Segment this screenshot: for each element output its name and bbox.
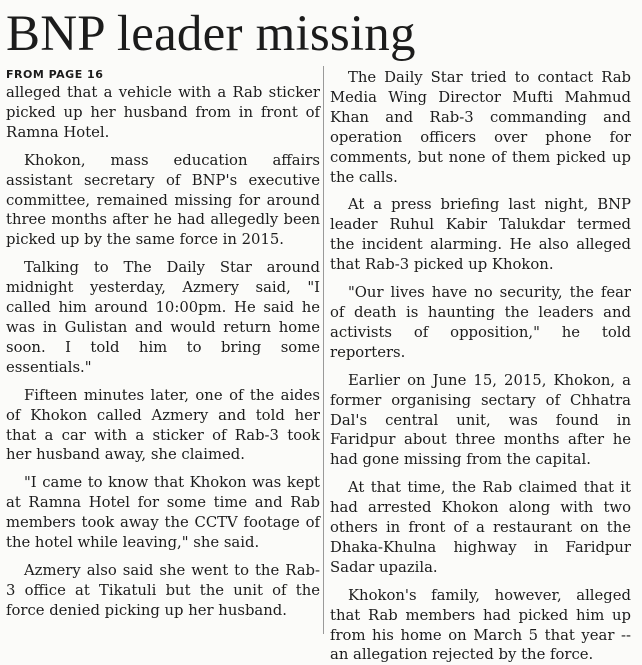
article-column-left [6, 68, 320, 636]
paragraph: Talking to The Daily Star around midnight yesterday, Azmery said, "I called him around 10:00pm. He said he was in Gulistan and would return home soon. I told him to bring some essentials." [6, 259, 320, 376]
paragraph: Earlier on June 15, 2015, Khokon, a former organising sectary of Chhatra Dal's central unit, was found in Faridpur about three months after he had gone missing from the capital. [330, 371, 631, 469]
paragraph: Azmery also said she went to the Rab-3 office at Tikatuli but the unit of the force denied picking up her husband. [6, 561, 320, 619]
paragraph: Fifteen minutes later, one of the aides of Khokon called Azmery and told her that a car with a sticker of Rab-3 took her husband away, she claimed. [6, 386, 320, 464]
paragraph: Khokon's family, however, alleged that Rab members had picked him up from his home on March 5 that year -- an allegation rejected by the force. [330, 586, 631, 664]
paragraph: "I came to know that Khokon was kept at Ramna Hotel for some time and Rab members took away the CCTV footage of the hotel while leaving," she said. [6, 474, 320, 552]
paragraph: alleged that a vehicle with a Rab sticker picked up her husband from in front of Ramna Hotel. [6, 84, 320, 141]
paragraph: At that time, the Rab claimed that it had arrested Khokon along with two others in front of a restaurant on the Dhaka-Khulna highway in Faridpur Sadar upazila. [330, 479, 631, 576]
jump-line: FROM PAGE 16 [6, 68, 104, 81]
paragraph: At a press briefing last night, BNP leader Ruhul Kabir Talukdar termed the incident alarming. He also alleged that Rab-3 picked up Khokon. [330, 196, 631, 274]
column-divider [323, 66, 324, 634]
paragraph: "Our lives have no security, the fear of death is haunting the leaders and activists of opposition," he told reporters. [330, 284, 631, 361]
paragraph: The Daily Star tried to contact Rab Media Wing Director Mufti Mahmud Khan and Rab-3 commanding and operation officers over phone for comments, but none of them picked up the calls. [330, 69, 631, 186]
paragraph: Khokon, mass education affairs assistant secretary of BNP's executive committee, remained missing for around three months after he had allegedly been picked up by the same force in 2015. [6, 151, 320, 249]
headline: BNP leader missing [6, 6, 416, 62]
article-column-right [330, 68, 631, 664]
